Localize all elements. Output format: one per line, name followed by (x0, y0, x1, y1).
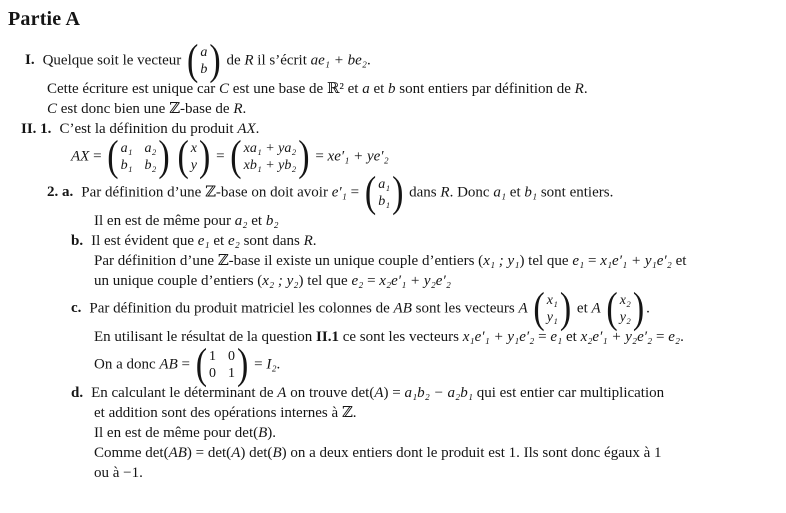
matrix (229, 133, 310, 181)
text-run: et addition sont des opérations internes à ℤ. (94, 405, 357, 421)
item-label: 2. a. (47, 184, 74, 201)
math-run: I₂ (266, 356, 277, 373)
math-run: R (574, 81, 584, 97)
matrix (176, 133, 211, 181)
text-line (7, 423, 780, 443)
text-run: . (583, 81, 588, 97)
matrix (532, 285, 572, 333)
matrix-cell: b₁ (378, 194, 391, 209)
math-run: a₁ (493, 184, 507, 201)
paren-left: ( (230, 133, 242, 181)
matrix-cell: a₂ (144, 141, 157, 156)
math-run: x₂e′₁ + y₂e′₂ (379, 273, 451, 289)
text-line (7, 169, 780, 217)
math-run: ae₁ + be₂ (310, 52, 367, 69)
matrix-row (200, 61, 207, 78)
math-run: A (591, 300, 601, 317)
matrix-row (209, 365, 235, 382)
item-label: b. (71, 233, 84, 249)
text-line (7, 231, 780, 251)
math-run: x₁ ; y₁ (483, 253, 520, 269)
matrix-cell: y₁ (546, 310, 558, 325)
math-run: a (362, 81, 370, 97)
matrix-rows (243, 140, 298, 174)
text-run: . (312, 233, 317, 249)
text-line (7, 119, 780, 139)
text-run (172, 148, 176, 164)
math-run: b (388, 81, 396, 97)
item-label: c. (71, 300, 82, 317)
text-line (7, 443, 780, 463)
math-run: b₂ (265, 213, 279, 229)
math-run: R (233, 101, 243, 117)
paren-right: ) (209, 37, 221, 85)
math-run: AB (393, 300, 412, 317)
text-run: ce sont les vecteurs (338, 329, 463, 345)
text-line (7, 327, 780, 347)
matrix (364, 169, 405, 217)
item-label: d. (71, 385, 84, 401)
math-run: AX (237, 121, 256, 137)
text-run: ) = (383, 385, 405, 401)
text-run (601, 300, 605, 316)
text-run: Par définition du produit matriciel les colonnes de (89, 300, 394, 317)
text-run: et (562, 329, 581, 345)
text-run: est une base de ℝ² et (229, 81, 363, 97)
matrix (106, 133, 170, 181)
matrix-rows (619, 292, 632, 326)
text-run: dans (405, 184, 441, 201)
text-run: . (242, 101, 247, 117)
text-run: ou à −1. (94, 465, 143, 481)
matrix-row (547, 292, 558, 309)
text-run: il s’écrit (253, 52, 311, 69)
matrix (195, 341, 250, 389)
text-run (528, 300, 532, 316)
math-run: e′₁ (331, 184, 347, 201)
matrix-cell: x (190, 141, 197, 156)
text-run: En calculant le déterminant de (91, 385, 278, 401)
matrix-row (620, 292, 631, 309)
matrix-row (121, 140, 157, 157)
text-line (7, 383, 780, 403)
matrix-cell: a₁ (378, 177, 391, 192)
text-run: Il en est de même pour det( (94, 425, 259, 441)
paren-left: ( (195, 341, 208, 389)
matrix-cell: a (200, 45, 208, 60)
matrix-cell: 0 (209, 366, 217, 381)
text-line (7, 79, 780, 99)
text-run: de (222, 52, 245, 69)
math-run: R (303, 233, 313, 249)
math-run: B (258, 425, 268, 441)
matrix-row (244, 140, 297, 157)
text-run: . (255, 121, 260, 137)
text-run: ) tel que (519, 253, 573, 269)
math-run: AB (168, 445, 187, 461)
text-line (7, 341, 780, 389)
text-run: Comme det( (94, 445, 169, 461)
text-run: On a donc (94, 356, 160, 373)
text-run: ) det( (240, 445, 273, 461)
text-run: Par définition d’une ℤ-base on doit avoir (81, 184, 332, 201)
paren-right: ) (158, 133, 170, 181)
matrix-rows (190, 140, 198, 174)
text-line (7, 403, 780, 423)
text-run: = (346, 184, 363, 201)
text-run: En utilisant le résultat de la question (94, 329, 317, 345)
item-label: II. 1. (21, 121, 52, 137)
text-run: . (276, 356, 281, 373)
text-run: C’est la définition du produit (59, 121, 238, 137)
paren-right: ) (298, 133, 310, 181)
text-run: et (671, 253, 687, 269)
math-run: b₁ (524, 184, 538, 201)
math-run: AX (71, 148, 90, 165)
math-run: x₂e′₁ + y₂e′₂ (580, 329, 653, 345)
math-run: xe′₁ + ye′₂ (327, 148, 389, 165)
paren-right: ) (559, 285, 572, 333)
text-run: = (584, 253, 601, 269)
math-run: B (272, 445, 282, 461)
text-run: on trouve det( (286, 385, 375, 401)
text-run: ). (267, 425, 277, 441)
math-run: A (231, 445, 241, 461)
matrix-rows (377, 176, 391, 210)
text-run: sont entiers. (537, 184, 614, 201)
text-run: sont dans (239, 233, 304, 249)
text-run: et (369, 81, 389, 97)
math-run: AB (159, 356, 178, 373)
text-run: . Donc (449, 184, 494, 201)
math-run: a₁b₂ − a₂b₁ (404, 385, 473, 401)
matrix-cell: y₂ (619, 310, 631, 325)
paren-left: ( (606, 285, 618, 333)
matrix-cell: 1 (228, 366, 236, 381)
paren-left: ( (364, 169, 377, 217)
math-run: e₂ (227, 233, 240, 249)
text-run: Quelque soit le vecteur (42, 52, 186, 69)
text-run: Cette écriture est unique car (47, 81, 220, 97)
matrix-cell: b (200, 62, 208, 77)
item-label: I. (25, 52, 35, 69)
paren-left: ( (177, 133, 189, 181)
matrix (186, 37, 222, 85)
matrix-rows (120, 140, 158, 174)
text-run: sont les vecteurs (411, 300, 519, 317)
math-run: e₂ (351, 273, 364, 289)
text-run: . (680, 329, 684, 345)
page-title: Partie A (8, 8, 81, 30)
paren-right: ) (237, 341, 249, 389)
matrix-cell: b₁ (120, 158, 133, 173)
matrix-rows (546, 292, 559, 326)
matrix-row (378, 176, 390, 193)
math-run: x₁e′₁ + y₁e′₂ (600, 253, 672, 269)
text-run: . (646, 300, 650, 317)
text-run: = (177, 356, 194, 373)
text-run: et (573, 300, 592, 317)
text-run: = (363, 273, 380, 289)
matrix-cell: y (190, 158, 197, 173)
text-run: et (247, 213, 266, 229)
text-run: = (652, 329, 669, 345)
matrix-row (200, 44, 207, 61)
paren-right: ) (199, 133, 211, 181)
text-run: est donc bien une ℤ-base de (57, 101, 234, 117)
math-run: R (244, 52, 254, 69)
math-run: x₁e′₁ + y₁e′₂ (462, 329, 535, 345)
math-run: e₂ (668, 329, 681, 345)
text-run: Il est évident que (91, 233, 198, 249)
matrix (605, 285, 645, 333)
math-run: A (518, 300, 528, 317)
document-lines (7, 37, 780, 483)
matrix-row (378, 193, 390, 210)
matrix-row (191, 140, 197, 157)
matrix-cell: b₂ (144, 158, 157, 173)
matrix-cell: a₁ (120, 141, 133, 156)
math-run: e₁ (572, 253, 585, 269)
math-run: R (440, 184, 450, 201)
text-run: . (367, 52, 371, 69)
matrix-row (191, 157, 197, 174)
bold-run: II.1 (316, 329, 339, 345)
matrix-cell: x₂ (619, 293, 631, 308)
matrix-row (547, 309, 558, 326)
matrix-row (121, 157, 157, 174)
paren-right: ) (632, 285, 645, 333)
paren-left: ( (107, 133, 119, 181)
matrix-row (244, 157, 297, 174)
matrix-rows (199, 44, 208, 78)
text-line (7, 251, 780, 271)
text-run: ) on a deux entiers dont le produit est 1. Ils sont donc égaux à 1 (281, 445, 662, 461)
text-line (7, 285, 780, 333)
math-run: e₁ (197, 233, 210, 249)
matrix-cell: 0 (228, 349, 236, 364)
text-run: = (89, 148, 106, 165)
text-line (7, 99, 780, 119)
text-line (7, 463, 780, 483)
text-run: = (311, 148, 328, 165)
text-run: et (506, 184, 525, 201)
matrix-row (209, 348, 235, 365)
matrix-cell: xa₁ + ya₂ (243, 141, 297, 156)
math-run: A (374, 385, 384, 401)
text-run: ) tel que (298, 273, 352, 289)
matrix-cell: x₁ (546, 293, 558, 308)
math-run: A (277, 385, 287, 401)
paren-right: ) (392, 169, 404, 217)
matrix-cell: 1 (209, 349, 217, 364)
math-run: x₂ ; y₂ (262, 273, 299, 289)
text-line (7, 37, 780, 85)
math-run: e₁ (550, 329, 563, 345)
text-run: un unique couple d’entiers ( (94, 273, 263, 289)
text-run: = (212, 148, 229, 165)
matrix-cell: xb₁ + yb₂ (243, 158, 297, 173)
text-run: = (250, 356, 267, 373)
math-run: C (219, 81, 230, 97)
text-line (7, 271, 780, 291)
paren-left: ( (533, 285, 545, 333)
text-run: sont entiers par définition de (395, 81, 575, 97)
text-run: Il en est de même pour (94, 213, 235, 229)
matrix-row (620, 309, 631, 326)
math-run: C (47, 101, 58, 117)
text-run: qui est entier car multiplication (472, 385, 665, 401)
text-run: Par définition d’une ℤ-base il existe un unique couple d’entiers ( (94, 253, 484, 269)
matrix-rows (208, 348, 236, 382)
math-run: a₂ (234, 213, 248, 229)
text-run: = (534, 329, 551, 345)
text-run: et (209, 233, 228, 249)
paren-left: ( (187, 37, 199, 85)
text-run: ) = det( (186, 445, 232, 461)
